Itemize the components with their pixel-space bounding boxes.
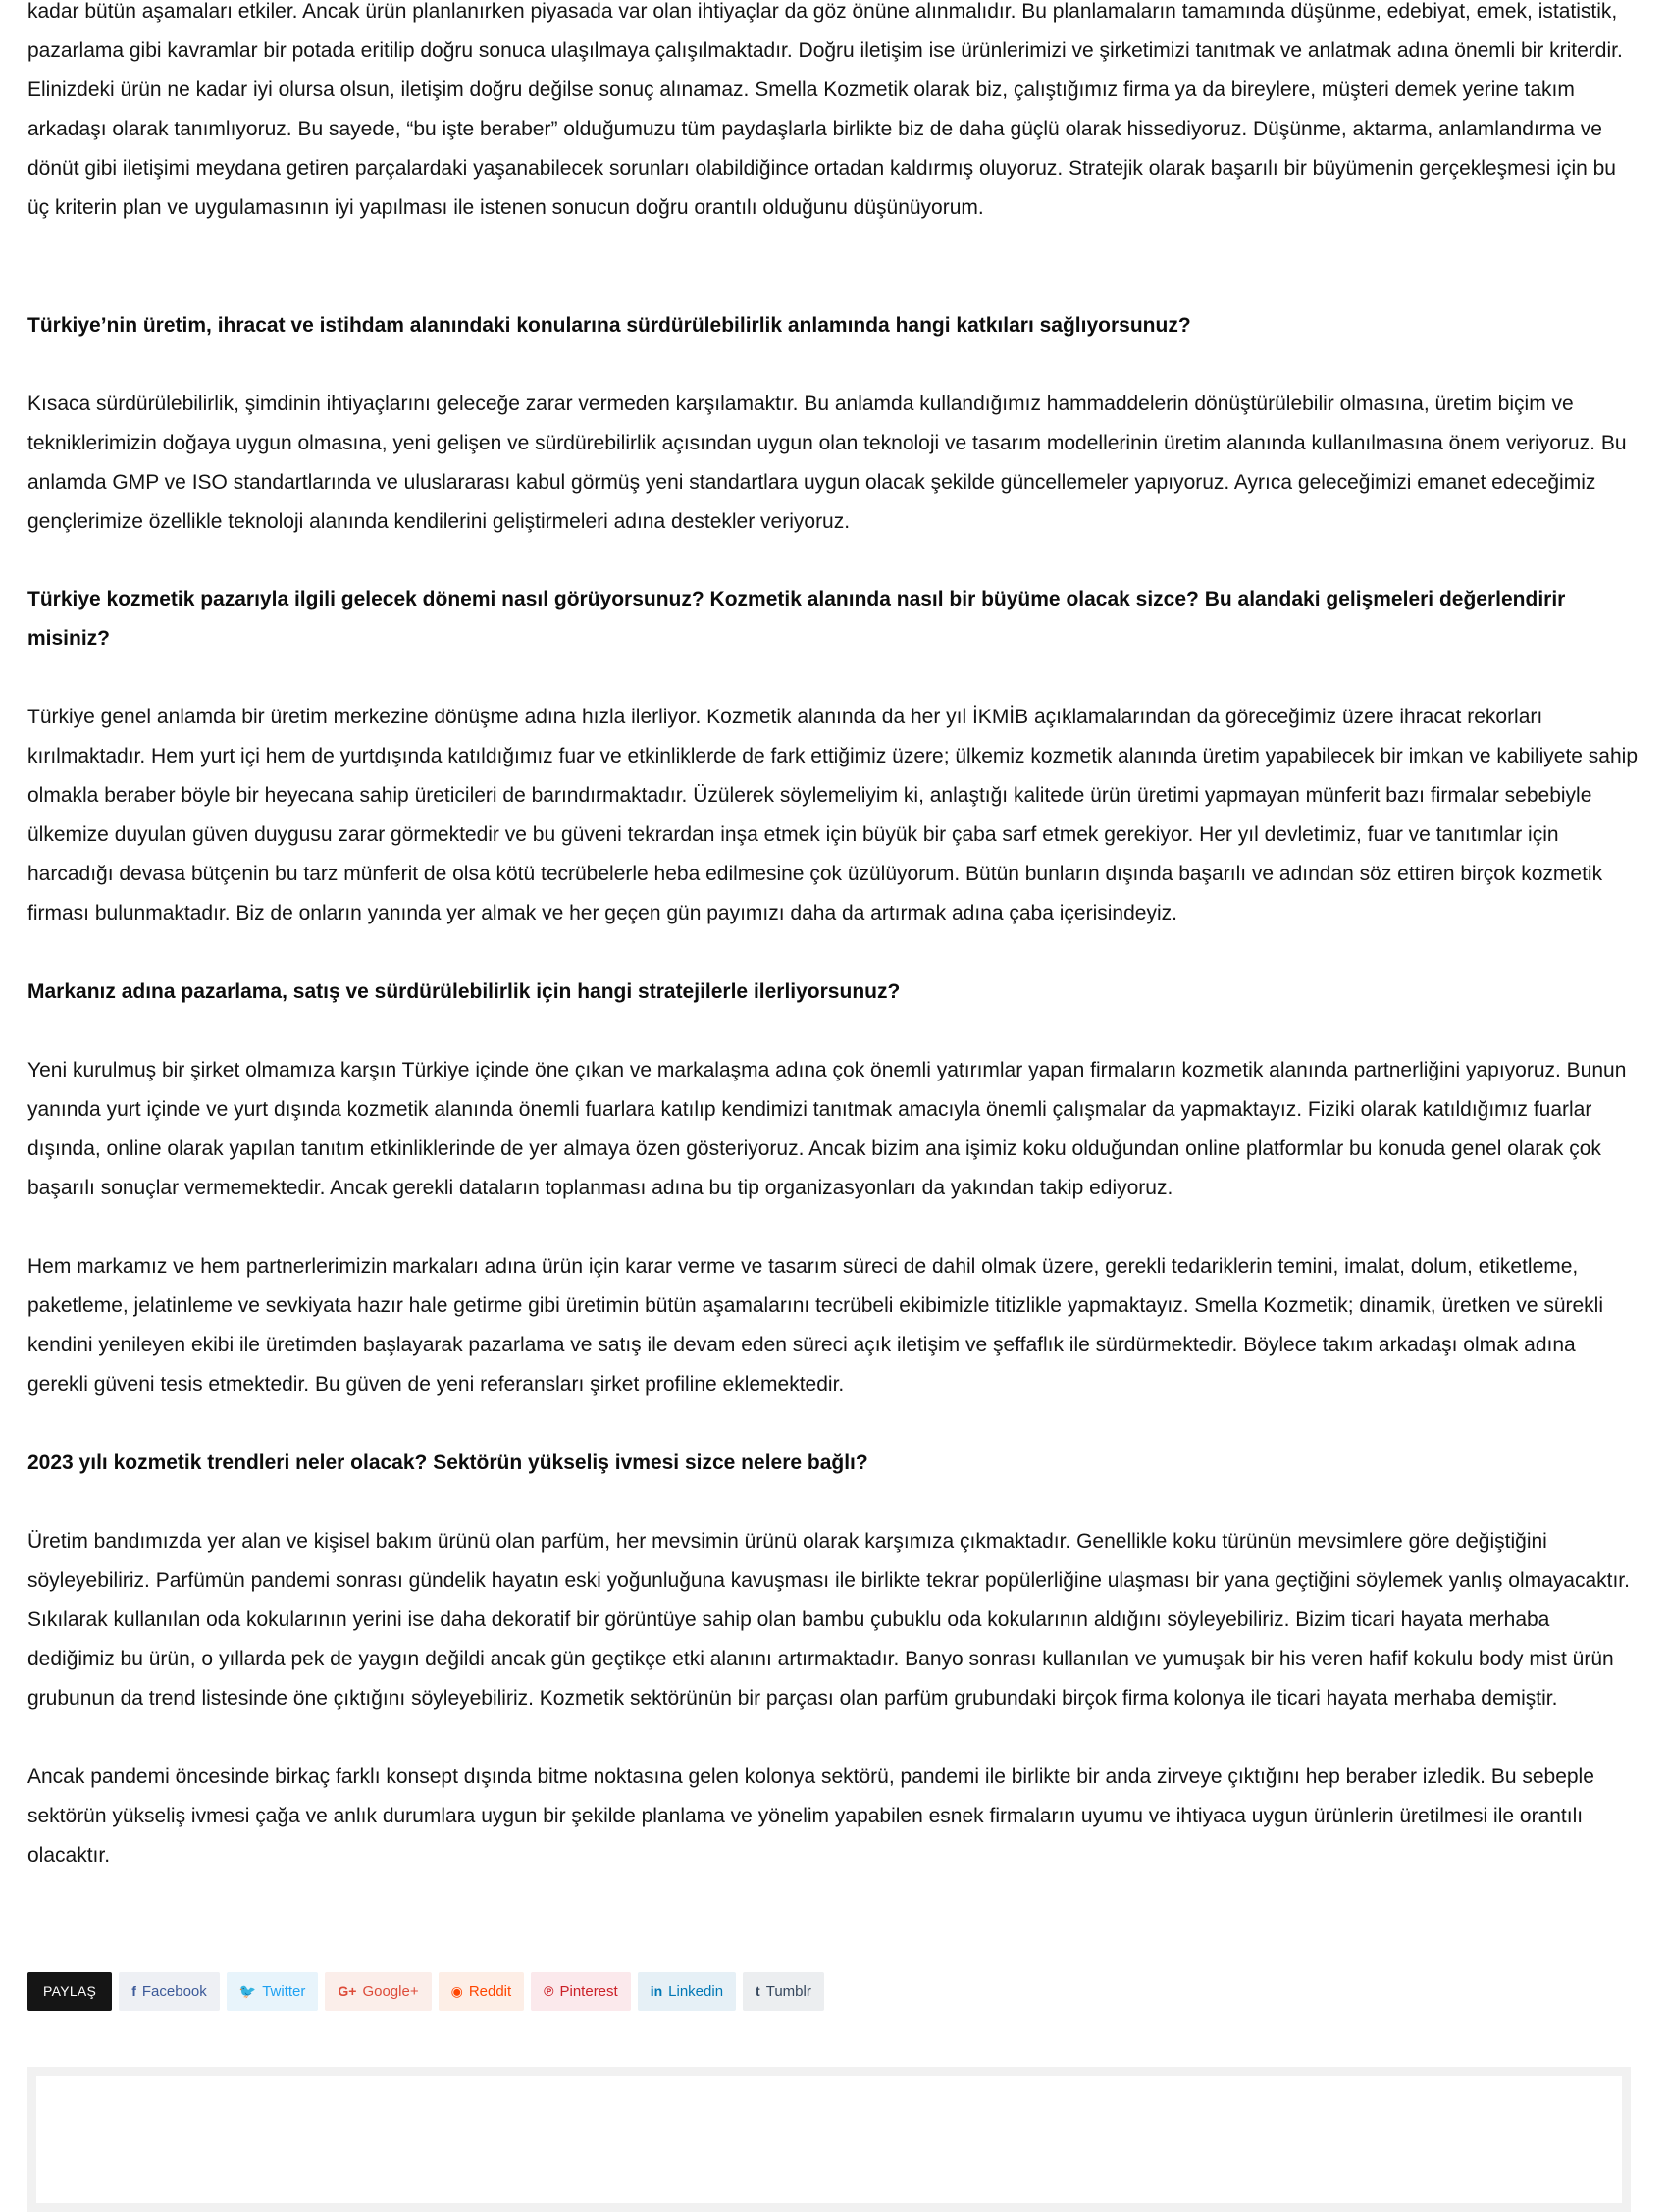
share-button-label: Facebook <box>141 1982 207 2000</box>
share-button-label: Reddit <box>468 1982 512 2000</box>
share-reddit-button[interactable] <box>439 1972 525 2011</box>
share-bar <box>27 1971 824 2012</box>
answer-paragraph: Türkiye genel anlamda bir üretim merkezine dönüşme adına hızla ilerliyor. Kozmetik alanında da her yıl İKMİB açıklamalarından da göreceğimiz üzere ihracat rekorları kırılmaktadır. Hem yurt içi hem de yurtdışında katıldığımız fuar ve etkinliklerde de fark ettiğimiz üzere; ülkemiz kozmetik alanında üretim yapabilecek bir imkan ve kabiliyete sahip olmakla beraber böyle bir heyecana sahip üreticileri de barındırmaktadır. Üzülerek söylemeliyim ki, anlaştığı kalitede ürün üretimi yapmayan münferit bazı firmalar sebebiyle ülkemize duyulan güven duygusu zarar görmektedir ve bu güveni tekrardan inşa etmek için büyük bir çaba sarf etmek gerekiyor. Her yıl devletimiz, fuar ve tanıtımlar için harcadığı devasa bütçenin bu tarz münferit de olsa kötü tecrübelerle heba edilmesine çok üzülüyorum. Bütün bunların dışında başarılı ve adından söz ettiren birçok kozmetik firması bulunmaktadır. Biz de onların yanında yer almak ve her geçen gün payımızı daha da artırmak adına çaba içerisindeyiz. <box>27 706 1639 924</box>
share-button-label: Tumblr <box>765 1982 811 2000</box>
share-label: PAYLAŞ <box>27 1972 112 2011</box>
google-plus-icon: G+ <box>338 1983 357 1999</box>
share-pinterest-button[interactable] <box>531 1972 631 2011</box>
linkedin-icon: in <box>650 1983 663 1999</box>
answer-paragraph: Kısaca sürdürülebilirlik, şimdinin ihtiyaçlarını geleceğe zarar vermeden karşılamaktır. Bu anlamda kullandığımız hammaddelerin dönüştürülebilir olmasına, üretim biçim ve tekniklerimizin doğaya uygun olmasına, yeni gelişen ve sürdürebilirlik açısından uygun olan teknoloji ve tasarım modellerinin üretim alanında kullanılmasına önem veriyoruz. Bu anlamda GMP ve ISO standartlarında ve uluslararası kabul görmüş yeni standartlara uygun olacak şekilde güncellemeler yapıyoruz. Ayrıca geleceğimizi emanet edeceğimiz gençlerimize özellikle teknoloji alanında kendilerini geliştirmeleri adına destekler veriyoruz. <box>27 393 1627 533</box>
question-heading: Türkiye’nin üretim, ihracat ve istihdam alanındaki konularına sürdürülebilirlik anlamında hangi katkıları sağlıyorsunuz? <box>27 314 1191 337</box>
article-body <box>27 0 1639 1875</box>
share-facebook-button[interactable] <box>119 1972 220 2011</box>
answer-paragraph: Yeni kurulmuş bir şirket olmamıza karşın Türkiye içinde öne çıkan ve markalaşma adına çok önemli yatırımlar yapan firmaların kozmetik alanında partnerliğini yapıyoruz. Bunun yanında yurt içinde ve yurt dışında kozmetik alanında önemli fuarlara katılıp kendimizi tanıtmak amacıyla önemli çalışmalar da yapmaktayız. Fiziki olarak katıldığımız fuarlar dışında, online olarak yapılan tanıtım etkinliklerinde de yer almaya özen gösteriyoruz. Ancak bizim ana işimiz koku olduğundan online platformlar bu konuda genel olarak çok başarılı sonuçlar vermemektedir. Ancak gerekli dataların toplanması adına bu tip organizasyonları da yakından takip ediyoruz. <box>27 1059 1627 1199</box>
answer-paragraph: Ancak pandemi öncesinde birkaç farklı konsept dışında bitme noktasına gelen kolonya sektörü, pandemi ile birlikte bir anda zirveye çıktığını hep beraber izledik. Bu sebeple sektörün yükseliş ivmesi çağa ve anlık durumlara uygun bir şekilde planlama ve yönelim yapabilen esnek firmaların uyumu ve ihtiyaca uygun ürünlerin üretilmesi ile orantılı olacaktır. <box>27 1765 1594 1867</box>
share-button-label: Google+ <box>362 1982 419 2000</box>
intro-paragraph: kadar bütün aşamaları etkiler. Ancak ürün planlanırken piyasada var olan ihtiyaçlar da göz önüne alınmalıdır. Bu planlamaların tamamında düşünme, edebiyat, emek, istatistik, pazarlama gibi kavramlar bir potada eritilip doğru sonuca ulaşılmaya çalışılmaktadır. Doğru iletişim ise ürünlerimizi ve şirketimizi tanıtmak ve anlatmak adına önemli bir kriterdir. Elinizdeki ürün ne kadar iyi olursa olsun, iletişim doğru değilse sonuç alınamaz. Smella Kozmetik olarak biz, çalıştığımız firma ya da bireylere, müşteri demek yerine takım arkadaşı olarak tanımlıyoruz. Bu sayede, “bu işte beraber” olduğumuzu tüm paydaşlarla birlikte biz de daha güçlü olarak hissediyoruz. Düşünme, aktarma, anlamlandırma ve dönüt gibi iletişimi meydana getiren parçalardaki yaşanabilecek sorunları olabildiğince ortadan kaldırmış oluyoruz. Stratejik olarak başarılı bir büyümenin gerçekleşmesi için bu üç kriterin plan ve uygulamasının iyi yapılması ile istenen sonucun doğru orantılı olduğunu düşünüyorum. <box>27 0 1623 219</box>
tumblr-icon: t <box>756 1983 760 1999</box>
share-twitter-button[interactable] <box>227 1972 319 2011</box>
share-button-label: Linkedin <box>668 1982 724 2000</box>
answer-paragraph: Üretim bandımızda yer alan ve kişisel bakım ürünü olan parfüm, her mevsimin ürünü olarak karşımıza çıkmaktadır. Genellikle koku türünün mevsimlere göre değiştiğini söyleyebiliriz. Parfümün pandemi sonrası gündelik hayatın eski yoğunluğuna kavuşması ile birlikte tekrar popülerliğine ulaşması bir yana geçtiğini söylemek yanlış olmayacaktır. Sıkılarak kullanılan oda kokularının yerini ise daha dekoratif bir görüntüye sahip olan bambu çubuklu oda kokularının aldığını söyleyebiliriz. Bizim ticari hayata merhaba dediğimiz bu ürün, o yıllarda pek de yaygın değildi ancak gün geçtikçe etki alanını artırmaktadır. Banyo sonrası kullanılan ve yumuşak bir his veren hafif kokulu body mist ürün grubunun da trend listesinde öne çıktığını söyleyebiliriz. Kozmetik sektörünün bir parçası olan parfüm grubundaki birçok firma kolonya ile ticari hayata merhaba demiştir. <box>27 1530 1630 1710</box>
question-heading: 2023 yılı kozmetik trendleri neler olacak? Sektörün yükseliş ivmesi sizce nelere bağlı? <box>27 1451 868 1474</box>
answer-paragraph: Hem markamız ve hem partnerlerimizin markaları adına ürün için karar verme ve tasarım süreci de dahil olmak üzere, gerekli tedariklerin temini, imalat, dolum, etiketleme, paketleme, jelatinleme ve sevkiyata hazır hale getirme gibi üretimin bütün aşamalarını tecrübeli ekibimizle titizlikle yapmaktayız. Smella Kozmetik; dinamik, üretken ve sürekli kendini yenileyen ekibi ile üretimden başlayarak pazarlama ve satış ile devam eden süreci açık iletişim ve şeffaflık ile sürdürmektedir. Böylece takım arkadaşı olmak adına gerekli güveni tesis etmektedir. Bu güven de yeni referansları şirket profiline eklemektedir. <box>27 1255 1604 1396</box>
author-box <box>27 2067 1631 2212</box>
share-google-plus-button[interactable] <box>325 1972 431 2011</box>
share-button-label: Pinterest <box>559 1982 618 2000</box>
pinterest-icon: ℗ <box>544 1983 554 1999</box>
twitter-icon: 🐦 <box>238 1982 257 1999</box>
share-linkedin-button[interactable] <box>638 1972 736 2011</box>
reddit-icon: ◉ <box>450 1982 463 1999</box>
question-heading: Türkiye kozmetik pazarıyla ilgili gelecek dönemi nasıl görüyorsunuz? Kozmetik alanında nasıl bir büyüme olacak sizce? Bu alandaki gelişmeleri değerlendirir misiniz? <box>27 588 1566 650</box>
question-heading: Markanız adına pazarlama, satış ve sürdürülebilirlik için hangi stratejilerle ilerliyorsunuz? <box>27 980 901 1003</box>
share-button-label: Twitter <box>262 1982 306 2000</box>
share-tumblr-button[interactable] <box>743 1972 824 2011</box>
facebook-icon: f <box>131 1983 136 1999</box>
